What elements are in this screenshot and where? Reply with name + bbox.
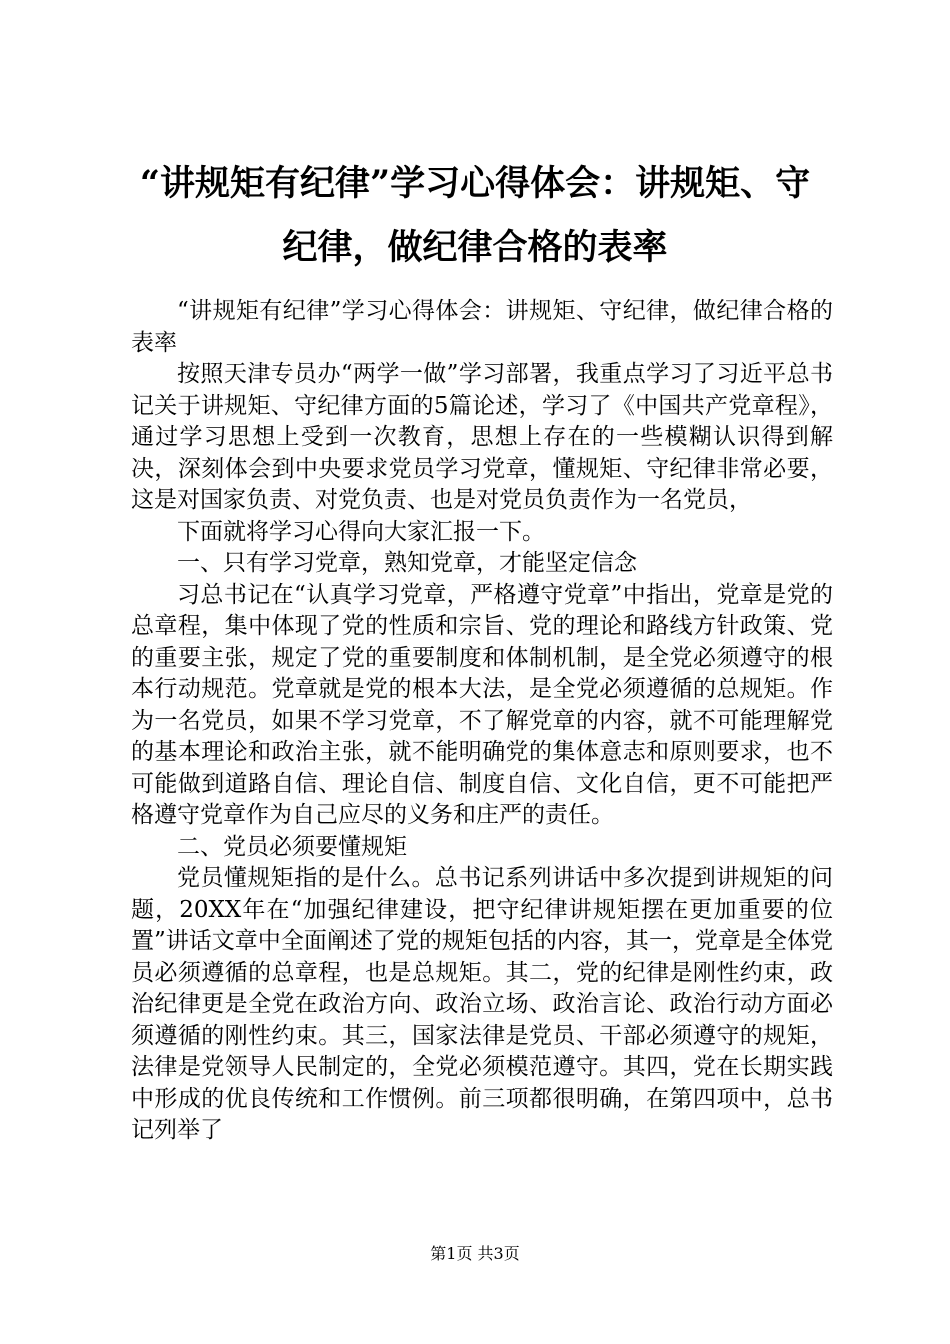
- paragraph-section-1: 习总书记在“认真学习党章，严格遵守党章”中指出，党章是党的总章程，集中体现了党的性质和宗旨、党的理论和路线方针政策、党的重要主张，规定了党的重要制度和体制机制，是全党必须遵守的根本行动规范。党章就是党的根本大法，是全党必须遵循的总规矩。作为一名党员，如果不学习党章，不了解党章的内容，就不可能理解党的基本理论和政治主张，就不能明确党的集体意志和原则要求，也不可能做到道路自信、理论自信、制度自信、文化自信，更不可能把严格遵守党章作为自己应尽的义务和庄严的责任。: [131, 581, 833, 828]
- section-heading-1: 一、只有学习党章，熟知党章，才能坚定信念: [177, 550, 637, 576]
- title-line-2: 纪律，做纪律合格的表率: [282, 227, 668, 268]
- paragraph-subtitle: “讲规矩有纪律”学习心得体会：讲规矩、守纪律，做纪律合格的表率: [131, 298, 833, 356]
- paragraph-intro: 按照天津专员办“两学一做”学习部署，我重点学习了习近平总书记关于讲规矩、守纪律方面的5篇论述，学习了《中国共产党章程》，通过学习思想上受到一次教育，思想上存在的一些模糊认识得到解决，深刻体会到中央要求党员学习党章，懂规矩、守纪律非常必要，这是对国家负责、对党负责、也是对党员负责作为一名党员，: [131, 361, 833, 513]
- section-heading-2: 二、党员必须要懂规矩: [177, 833, 407, 860]
- page-number-footer: 第1页 共3页: [430, 1244, 520, 1263]
- title-line-1: “讲规矩有纪律”学习心得体会：讲规矩、守: [139, 163, 811, 204]
- document-title: [100, 152, 850, 280]
- document-body: [131, 296, 833, 1147]
- paragraph-report: 下面就将学习心得向大家汇报一下。: [177, 518, 545, 545]
- paragraph-section-2: 党员懂规矩指的是什么。总书记系列讲话中多次提到讲规矩的问题，20XX年在“加强纪律建设，把守纪律讲规矩摆在更加重要的位置”讲话文章中全面阐述了党的规矩包括的内容，其一，党章是全体党员必须遵循的总章程，也是总规矩。其二，党的纪律是刚性约束，政治纪律更是全党在政治方向、政治立场、政治言论、政治行动方面必须遵循的刚性约束。其三，国家法律是党员、干部必须遵守的规矩，法律是党领导人民制定的，全党必须模范遵守。其四，党在长期实践中形成的优良传统和工作惯例。前三项都很明确，在第四项中，总书记列举了: [131, 865, 833, 1143]
